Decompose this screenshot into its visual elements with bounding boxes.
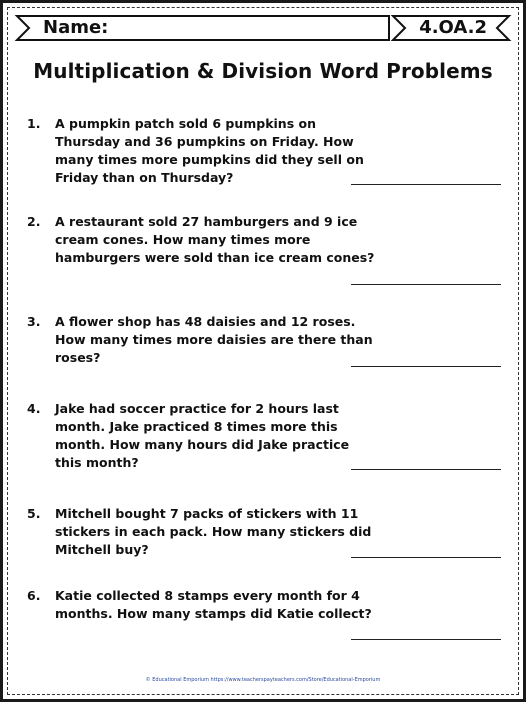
problem-text: Katie collected 8 stamps every month for 4 months. How many stamps did Katie collect? xyxy=(55,588,372,621)
answer-line-3[interactable] xyxy=(351,366,501,367)
problem-number: 6. xyxy=(27,588,41,603)
standard-code: 4.OA.2 xyxy=(419,17,487,38)
problem-text: A restaurant sold 27 hamburgers and 9 ice cream cones. How many times more hamburgers were sold than ice cream cones? xyxy=(55,214,375,265)
problem-number: 3. xyxy=(27,314,41,329)
answer-line-4[interactable] xyxy=(351,469,501,470)
header-bar xyxy=(13,13,513,43)
problem-number: 4. xyxy=(27,401,41,416)
problem-number: 1. xyxy=(27,116,41,131)
problem-text: Jake had soccer practice for 2 hours last month. Jake practiced 8 times more this month. How many hours did Jake practice this month? xyxy=(55,401,350,470)
problem-number: 2. xyxy=(27,214,41,229)
problem-text: Mitchell bought 7 packs of stickers with 11 stickers in each pack. How many stickers did Mitchell buy? xyxy=(55,506,372,557)
answer-line-6[interactable] xyxy=(351,639,501,640)
answer-line-1[interactable] xyxy=(351,184,501,185)
name-label: Name: xyxy=(43,17,109,38)
problem-text: A pumpkin patch sold 6 pumpkins on Thursday and 36 pumpkins on Friday. How many times more pumpkins did they sell on Friday than on Thursday? xyxy=(55,116,364,185)
page-title: Multiplication & Division Word Problems xyxy=(33,59,493,83)
footer-credit: © Educational Emporium https://www.teacherspayteachers.com/Store/Educational-Emporium xyxy=(145,677,381,683)
problem-text: A flower shop has 48 daisies and 12 roses. How many times more daisies are there than roses? xyxy=(55,314,373,365)
answer-line-5[interactable] xyxy=(351,557,501,558)
problem-number: 5. xyxy=(27,506,41,521)
answer-line-2[interactable] xyxy=(351,284,501,285)
worksheet-page xyxy=(3,3,523,699)
